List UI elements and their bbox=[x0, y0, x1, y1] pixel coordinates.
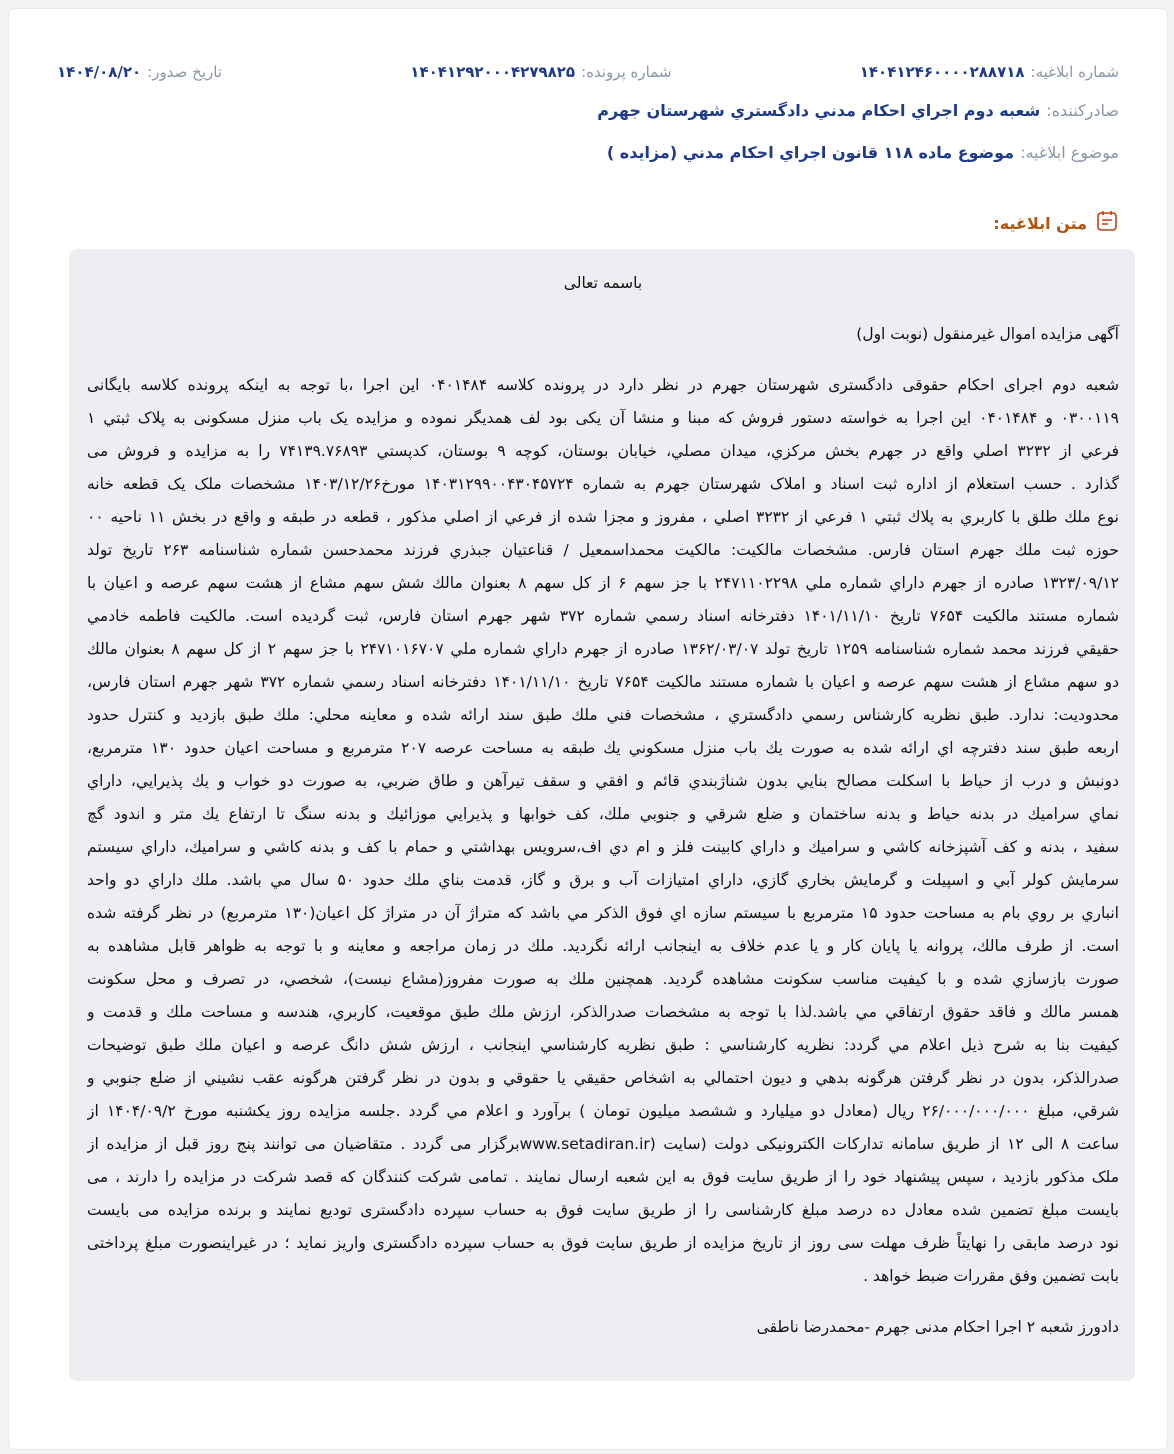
subject bbox=[607, 143, 1119, 162]
body-line: شماره مستند مالكيت ۷۶۵۴ تاريخ ۱۴۰۱/۱۱/۱۰ دفترخانه اسناد رسمي شماره ۳۷۲ شهر جهرم استان فارس، ثبت گرديده است. مالكيت فاطمه خادمي bbox=[87, 607, 1119, 625]
body-line: سفيد ، بدنه و كف آشپزخانه كاشي و سراميك و داراي كابينت فلز و ام دي اف،سرويس بهداشتي و حمام با كف و بدنه كاشي و سراميك، داراي سيستم bbox=[87, 838, 1119, 856]
body-line: دونبش و درب از حياط با اسكلت مصالح بنايي بدون شناژبندي قائم و افقي و سقف تيرآهن و طاق ضربي، به صورت دو خواب و يك پذيرايي، داراي bbox=[87, 772, 1119, 790]
body-line: بایست مبلغ تضمین شده معادل ده درصد مبلغ کارشناسی را از طریق سایت فوق به حساب سپرده دادگستری تودیع نمایند و برنده مزایده می بایست bbox=[87, 1201, 1119, 1219]
notice-number-value: ۱۴۰۴۱۲۴۶۰۰۰۰۲۸۸۷۱۸ bbox=[859, 63, 1025, 81]
body-line: نماي سراميك در بدنه حياط و بدنه ساختمان و ضلع شرقي و جنوبي ملك، كف خوابها و پذيرايي موزائيك و بدنه سنگ تا ارتفاع يك متر و اندود گچ bbox=[87, 805, 1119, 823]
notice-text-title-label: متن ابلاغیه: bbox=[993, 213, 1087, 233]
body-line: سرمايش كولر آبي و اسپيلت و گرمايش بخاري گازي، داراي امتيازات آب و برق و گاز، قدمت بناي ملك حدود ۵۰ سال مي باشد. ملك داراي دو واحد bbox=[87, 871, 1119, 889]
body-line: محدوديت: ندارد. طبق نظريه كارشناس رسمي دادگستري ، مشخصات فني ملك طبق سند ارائه شده و معاينه محلي: ملك طبق بازديد و كنترل حدود bbox=[87, 706, 1119, 724]
body-line: اربعه طبق سند دفترچه اي ارائه شده به صورت يك باب منزل مسكوني يك طبقه به مساحت عرصه ۲۰۷ مترمربع و مساحت اعيان حدود ۱۳۰ مترمربع، bbox=[87, 739, 1119, 757]
notice-card bbox=[8, 8, 1168, 1450]
body-heading: آگهی مزایده اموال غیرمنقول (نوبت اول) bbox=[856, 325, 1119, 343]
case-number-label: شماره پرونده: bbox=[581, 63, 672, 81]
notice-text-title bbox=[993, 209, 1119, 237]
body-line: انباري بر روي بام به مساحت حدود ۱۵ مترمربع با سيستم سازه اي فوق الذكر مي باشد كه متراژ آن در متراژ كل اعيان(۱۳۰ مترمربع) در نظر گرفته شده bbox=[87, 904, 1119, 922]
issue-date-value: ۱۴۰۴/۰۸/۲۰ bbox=[57, 63, 142, 81]
notice-number bbox=[860, 57, 1119, 87]
body-line: شرقي، مبلغ ۲۶/۰۰۰/۰۰۰/۰۰۰ ريال (معادل دو ميليارد و ششصد ميليون تومان ) برآورد و اعلام مي گردد .جلسه مزایده روز یکشنبه مورخ ۱۴۰۴/۰۹/۲ از bbox=[87, 1102, 1119, 1120]
subject-label: موضوع ابلاغیه: bbox=[1020, 143, 1119, 162]
body-line: صدرالذكر، بدون در نظر گرفتن هرگونه بدهي و ديون احتمالي به اشخاص حقيقي يا حقوقي و بدون در نظر گرفتن هرگونه عقب نشيني از ضلع جنوبي و bbox=[87, 1069, 1119, 1087]
issuer bbox=[597, 101, 1119, 120]
body-last-line: بابت تضمین وفق مقررات ضبط خواهد . bbox=[863, 1267, 1119, 1285]
issuer-label: صادرکننده: bbox=[1046, 101, 1119, 120]
body-line: ساعت ۸ الی ۱۲ از طریق سامانه تدارکات الکترونیکی دولت (سایت (www.setadiran.irبرگزار می گردد . متقاضیان می توانند پنج روز قبل از مزایده از bbox=[87, 1135, 1119, 1153]
body-line: گذارد . حسب استعلام از اداره ثبت اسناد و املاک شهرستان جهرم به شماره ۱۴۰۳۱۲۹۹۰۰۴۳۰۴۵۷۲۴ مورخ۱۴۰۳/۱۲/۲۶ مشخصات ملک یک قطعه خانه bbox=[87, 475, 1119, 493]
body-line: نوع ملك طلق با كاربري به پلاك ثبتي ۱ فرعي از ۳۲۳۲ اصلي ، مفروز و مجزا شده از فرعي از اصلي مذكور ، قطعه در طبقه و واقع در بخش ۱۱ ناحيه ۰۰ bbox=[87, 508, 1119, 526]
body-line: فرعي از ۳۲۳۲ اصلي واقع در جهرم بخش مركزي، ميدان مصلي، خيابان بوستان، كوچه ۹ بوستان، كدپستي ۷۴۱۳۹.۷۶۸۹۳ را به مزایده و فروش می bbox=[87, 442, 1119, 460]
subject-value: موضوع ماده ۱۱۸ قانون اجراي احكام مدني (مزايده ) bbox=[606, 143, 1015, 162]
body-line: صورت بازسازي شده و با كيفيت مناسب سكونت مشاهده گرديد. همچنين ملك به صورت مفروز(مشاع نيست)، شخصي، در تصرف و محل سكونت bbox=[87, 970, 1119, 988]
body-line: ملک مذکور بازدید ، سپس پیشنهاد خود را از طریق سایت فوق به این شعبه ارسال نمایند . تمامی شرکت کنندگان که قصد شرکت در مزایده را دارند ، می bbox=[87, 1168, 1119, 1186]
notice-body bbox=[69, 249, 1135, 1381]
body-line: حوزه ثبت ملك جهرم استان فارس. مشخصات مالكيت: مالكيت محمداسمعيل / قناعتيان جبذري فرزند محمدحسن شماره شناسنامه ۲۶۳ تاريخ تولد bbox=[87, 541, 1119, 559]
body-line: ۱۳۲۳/۰۹/۱۲ صادره از جهرم داراي شماره ملي ۲۴۷۱۱۰۲۲۹۸ با جز سهم ۶ از كل سهم ۸ بعنوان مالك شش سهم مشاع از هشت سهم عرصه و اعيان با bbox=[87, 574, 1119, 592]
body-line: حقيقي فرزند محمد شماره شناسنامه ۱۲۵۹ تاريخ تولد ۱۳۶۲/۰۳/۰۷ صادره از جهرم داراي شماره ملي ۲۴۷۱۰۱۶۷۰۷ با جز سهم ۲ از كل سهم ۸ بعنوان مالك bbox=[87, 640, 1119, 658]
case-number bbox=[410, 57, 671, 87]
body-line: دو سهم مشاع از هشت سهم عرصه و اعيان با شماره مستند مالكيت ۷۶۵۴ تاريخ ۱۴۰۱/۱۱/۱۰ دفترخانه اسناد رسمي شماره ۳۷۲ شهر جهرم استان فارس، bbox=[87, 673, 1119, 691]
issuer-value: شعبه دوم اجراي احكام مدني دادگستري شهرستان جهرم bbox=[597, 101, 1041, 120]
body-line: نود درصد مابقی را نهایتاً ظرف مهلت سی روز از تاریخ مزایده از طریق سایت فوق به حساب سپرده دادگستری واریز نماید ؛ در غیراینصورت مبلغ پرداختی bbox=[87, 1234, 1119, 1252]
case-number-value: ۱۴۰۴۱۲۹۲۰۰۰۴۲۷۹۸۲۵ bbox=[410, 63, 576, 81]
body-line: ۰۳۰۰۱۱۹ و ۰۴۰۱۴۸۴ این اجرا به خواسته دستور فروش که مبنا و منشا آن یکی بود لف همدیگر نموده و مزایده یک باب منزل مسکونی به پلاک ثبتي ۱ bbox=[87, 409, 1119, 427]
notice-meta-row bbox=[57, 57, 1119, 87]
salutation: باسمه تعالی bbox=[563, 274, 643, 292]
issue-date bbox=[57, 57, 222, 87]
signature: دادورز شعبه ۲ اجرا احکام مدنی جهرم -محمدرضا ناطقی bbox=[756, 1318, 1119, 1336]
notice-number-label: شماره ابلاغیه: bbox=[1030, 63, 1119, 81]
body-line: همسر مالك و فاقد حقوق ارتفاقي مي باشد.لذا با توجه به مشخصات صدرالذكر، ارزش ملك طبق موقعيت، كاربري، هندسه و مساحت ملك و قدمت و bbox=[87, 1003, 1119, 1021]
body-line: شعبه دوم اجرای احکام حقوقی دادگستری شهرستان جهرم در نظر دارد در پرونده کلاسه ۰۴۰۱۴۸۴ این اجرا ،با توجه به اینکه پرونده کلاسه بایگانی bbox=[87, 376, 1119, 394]
body-line: كيفيت بنا به شرح ذيل اعلام مي گردد: نظريه كارشناسي : طبق نظريه كارشناسي اينجانب ، ارزش شش دانگ عرصه و اعيان ملك طبق توضيحات bbox=[87, 1036, 1119, 1054]
notepad-icon bbox=[1095, 209, 1119, 237]
body-line: است. از طرف مالك، پروانه يا پايان كار و يا عدم خلاف به اينجانب ارائه نگرديد. ملك در زمان مراجعه و معاينه و با توجه به ظواهر قابل مشاهده به bbox=[87, 937, 1119, 955]
issue-date-label: تاریخ صدور: bbox=[147, 63, 222, 81]
